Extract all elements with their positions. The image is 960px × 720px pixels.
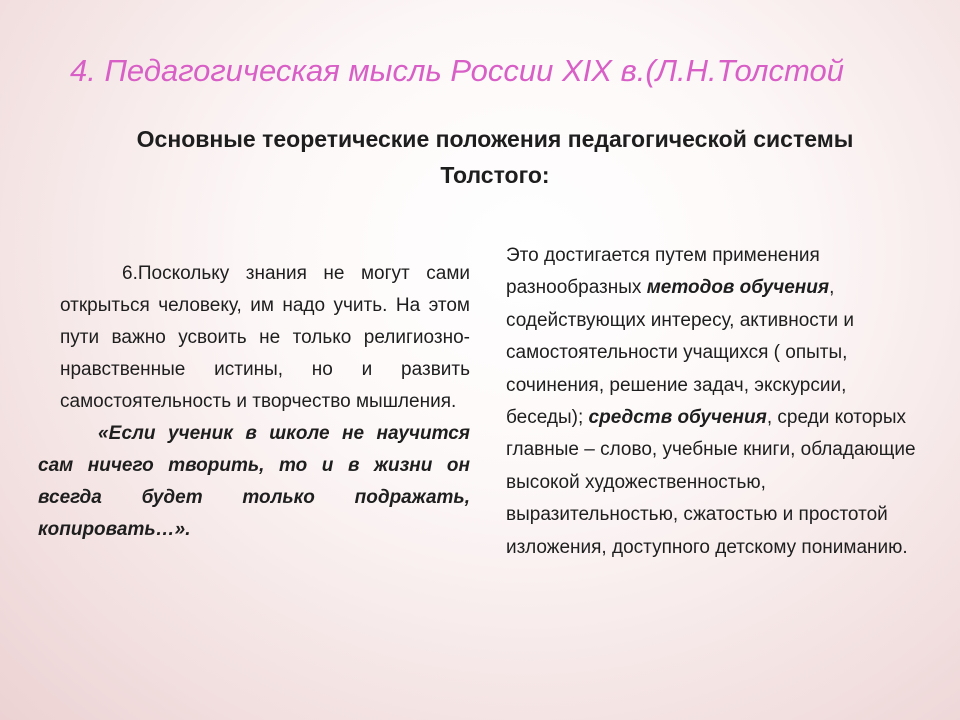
slide-title: 4. Педагогическая мысль России XIX в.(Л.Н.Толстой xyxy=(70,53,844,88)
right-text-part-1: Это достигается путем применения разнообразных xyxy=(506,245,820,299)
right-text-part-3: , среди которых главные – слово, учебные книги, обладающие высокой художественностью, выразительностью, сжатостью и простотой изложения, доступного детскому пониманию. xyxy=(506,407,916,558)
tolstoy-quote: «Если ученик в школе не научится сам ничего творить, то и в жизни он всегда будет только подражать, копировать…». xyxy=(38,423,470,540)
teaching-means-emphasis: средств обучения xyxy=(588,407,767,429)
slide-subtitle: Основные теоретические положения педагогической системы Толстого: xyxy=(136,126,854,188)
left-column xyxy=(38,258,470,546)
left-paragraph: 6.Поскольку знания не могут сами открыться человеку, им надо учить. На этом пути важно усвоить не только религиозно-нравственные истины, но и развить самостоятельность и творчество мышления. xyxy=(60,263,470,412)
right-column xyxy=(506,240,926,564)
right-paragraph xyxy=(506,240,926,564)
right-text-part-2: , содействующих интересу, активности и самостоятельности учащихся ( опыты, сочинения, решение задач, экскурсии, беседы); xyxy=(506,277,855,429)
teaching-methods-emphasis: методов обучения xyxy=(646,277,830,299)
